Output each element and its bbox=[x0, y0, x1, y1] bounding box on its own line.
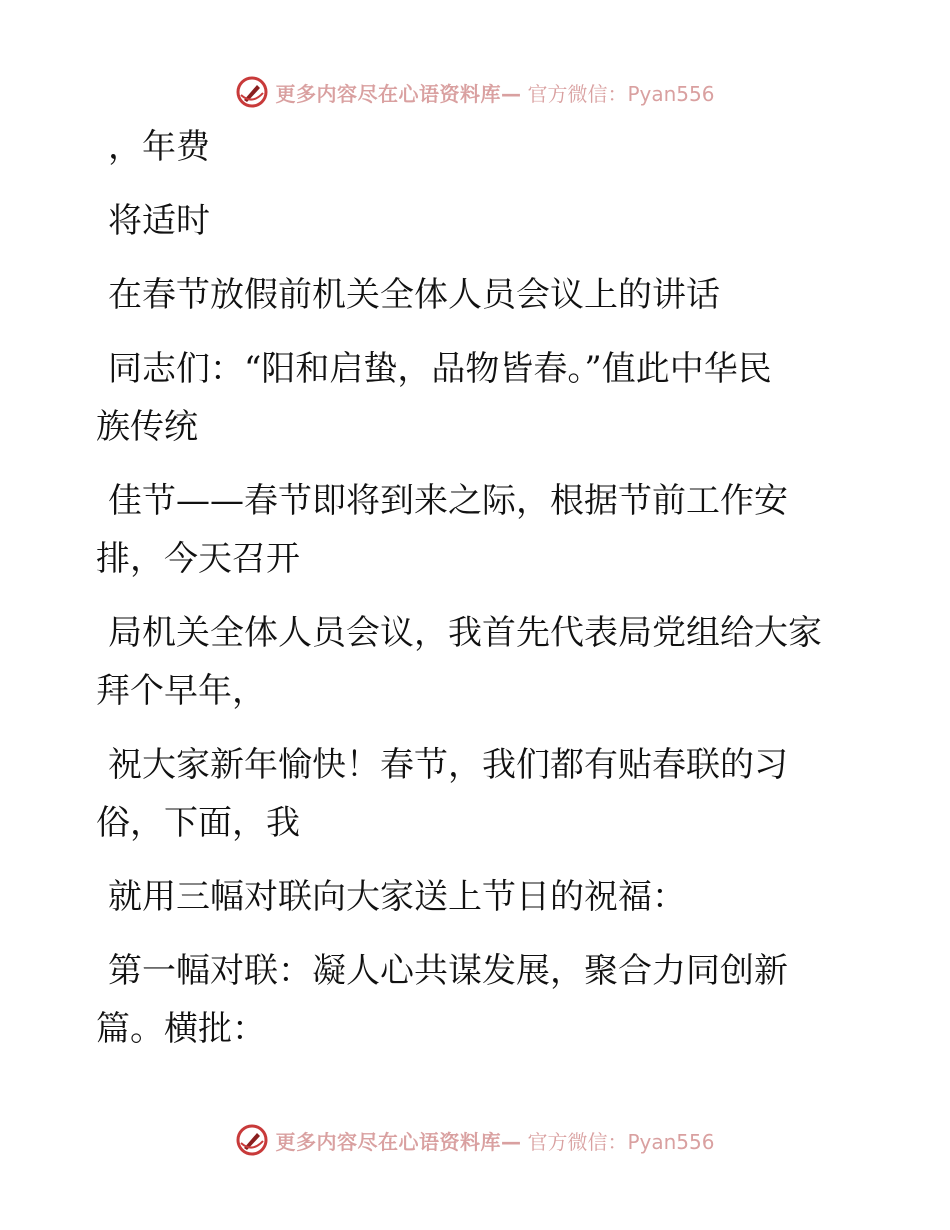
watermark-text: 更多内容尽在心语资料库— bbox=[275, 1129, 522, 1154]
pen-logo-icon bbox=[235, 75, 269, 109]
text-line: 同志们：“阳和启蛰，品物皆春。”值此中华民 bbox=[108, 349, 772, 389]
text-line: 在春节放假前机关全体人员会议上的讲话 bbox=[108, 275, 720, 315]
footer-watermark bbox=[0, 1120, 950, 1160]
text-line: 拜个早年， bbox=[96, 671, 266, 711]
text-line: 就用三幅对联向大家送上节日的祝福： bbox=[108, 877, 686, 917]
text-line: 第一幅对联：凝人心共谋发展，聚合力同创新 bbox=[108, 951, 788, 991]
text-line: 俗，下面，我 bbox=[96, 803, 300, 843]
watermark-text: 更多内容尽在心语资料库— bbox=[275, 81, 522, 106]
text-line: 篇。横批： bbox=[96, 1009, 266, 1049]
text-line: 将适时 bbox=[108, 201, 210, 241]
pen-logo-icon bbox=[235, 1123, 269, 1157]
watermark-contact: 官方微信：Pyan556 bbox=[527, 81, 715, 106]
text-line: 排，今天召开 bbox=[96, 539, 300, 579]
watermark-contact: 官方微信：Pyan556 bbox=[527, 1129, 715, 1154]
text-line: 局机关全体人员会议，我首先代表局党组给大家 bbox=[108, 613, 822, 653]
text-line: 族传统 bbox=[96, 407, 198, 447]
text-line: 佳节——春节即将到来之际，根据节前工作安 bbox=[108, 481, 788, 521]
text-line: 祝大家新年愉快！春节，我们都有贴春联的习 bbox=[108, 745, 788, 785]
header-watermark bbox=[0, 72, 950, 112]
text-line: ，年费 bbox=[108, 127, 210, 167]
